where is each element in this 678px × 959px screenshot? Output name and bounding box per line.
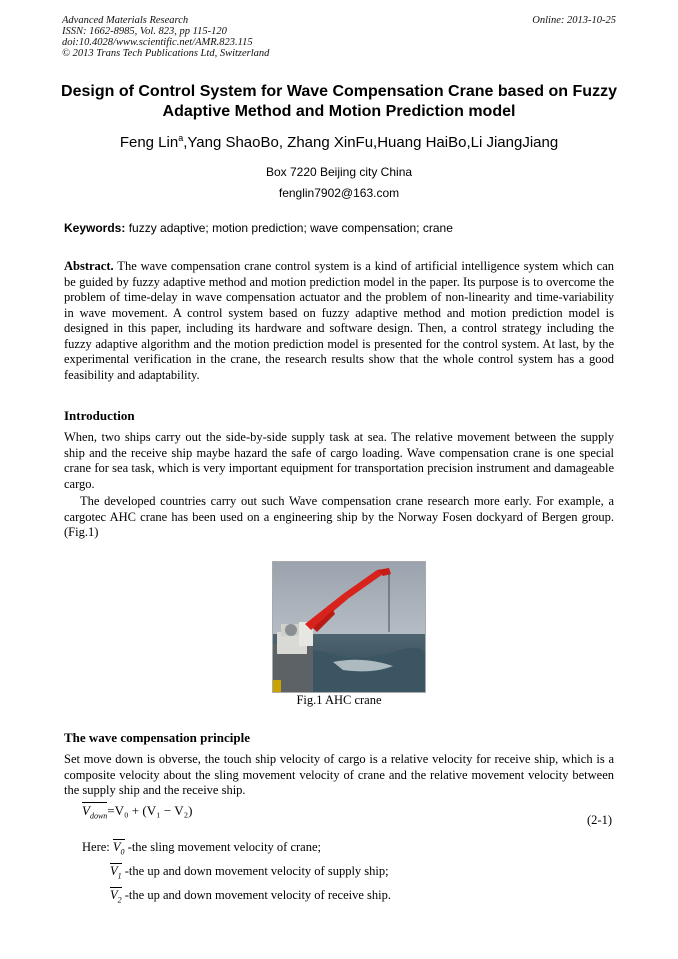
vector-v0-symbol: $V_0$	[112, 840, 125, 857]
v1-description: -the up and down movement velocity of supply ship;	[124, 864, 389, 878]
copyright: © 2013 Trans Tech Publications Ltd, Switzerland	[62, 48, 270, 59]
abstract-text: The wave compensation crane control system is a kind of artificial intelligence system which can be guided by fuzzy adaptive method and motion prediction model in the paper. Its purpose is to overcome the problem of time-delay in wave compensation actuator and the problem of non-linearity and time-variability in wave movement. A control system based on fuzzy adaptive method and motion prediction model is designed in this paper, including its hardware and software design. Then, a control strategy including the fuzzy adaptive algorithm and the motion prediction model is presented for the control system. At last, by the experimental verification in the crane, the research results show that the whole control system has a good feasibility and adaptability.	[64, 259, 614, 382]
paper-title: Design of Control System for Wave Compensation Crane based on Fuzzy Adaptive Method and Motion Prediction model	[61, 83, 617, 120]
journal-header	[62, 15, 269, 59]
vector-v-down: $V_{down}$	[82, 803, 108, 821]
affiliation: Box 7220 Beijing city China	[265, 165, 413, 179]
here-label: Here:	[82, 840, 110, 854]
vector-v2-symbol: $V_2$	[110, 888, 122, 905]
figure-caption: Fig.1 AHC crane	[296, 693, 382, 707]
introduction-paragraph-2: The developed countries carry out such Wave compensation crane research more early. For example, a cargotec AHC crane has been used on a engineering ship by the Norway Fosen dockyard of Bergen group. (Fig.1)	[64, 494, 614, 539]
keywords	[64, 221, 453, 235]
author-first: Feng Lin	[119, 134, 179, 151]
vector-v1-symbol: $V_1$	[110, 864, 122, 881]
online-date: Online: 2013-10-25	[532, 15, 616, 26]
v0-description: -the sling movement velocity of crane;	[127, 840, 321, 854]
variable-v2	[110, 888, 391, 905]
abstract	[64, 259, 614, 383]
principle-heading: The wave compensation principle	[64, 730, 250, 745]
email: fenglin7902@163.com	[278, 186, 400, 200]
equation-rhs: =V₀ + (V₁ − V₂)	[107, 803, 193, 818]
abstract-label: Abstract.	[64, 259, 114, 273]
authors	[40, 133, 638, 151]
introduction-heading: Introduction	[64, 408, 135, 423]
keywords-label: Keywords:	[64, 221, 126, 235]
doi: doi:10.4028/www.scientific.net/AMR.823.115	[62, 37, 253, 48]
v2-description: -the up and down movement velocity of receive ship.	[124, 888, 392, 902]
author-rest: ,Yang ShaoBo, Zhang XinFu,Huang HaiBo,Li JiangJiang	[183, 134, 559, 151]
variable-v1	[110, 864, 389, 881]
equation-number: (2-1)	[587, 813, 612, 827]
author-sup: a	[178, 133, 184, 143]
introduction-paragraph-1: When, two ships carry out the side-by-side supply task at sea. The relative movement between the supply ship and the receive ship maybe hazard the safe of cargo loading. Wave compensation crane is one special crane for sea task, which is very important equipment for transportation precision instrument and damageable cargo.	[64, 430, 614, 491]
ahc-crane-photo	[272, 561, 426, 693]
issn: ISSN: 1662-8985, Vol. 823, pp 115-120	[62, 26, 227, 37]
crane-illustration	[273, 562, 425, 692]
keywords-text: fuzzy adaptive; motion prediction; wave compensation; crane	[125, 221, 453, 235]
equation	[82, 803, 192, 821]
journal-name: Advanced Materials Research	[62, 15, 189, 26]
principle-paragraph: Set move down is obverse, the touch ship velocity of cargo is a relative velocity for receive ship, which is a composite velocity about the sling movement velocity of crane and the relative movement velocity between the supply ship and the receive ship.	[64, 752, 614, 797]
variable-v0	[82, 840, 321, 857]
